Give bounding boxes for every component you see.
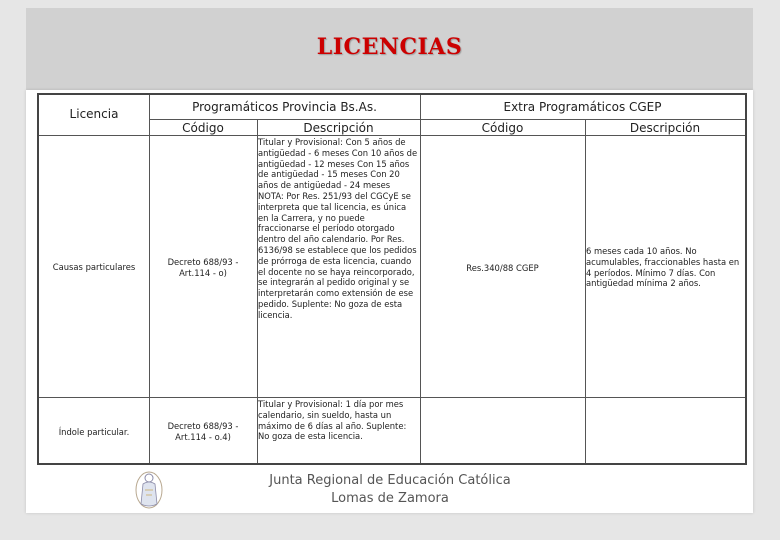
title-band (26, 8, 753, 90)
footer-line1: Junta Regional de Educación Católica (269, 473, 511, 488)
row2-descripcion-prov: Titular y Provisional: 1 día por mes calendario, sin sueldo, hasta un máximo de 6 días al año. Suplente: No goza de esta licencia. (258, 399, 407, 442)
header-codigo-prov: Código (182, 121, 224, 135)
row2-codigo-prov: Decreto 688/93 - Art.114 - o.4) (167, 421, 239, 442)
header-codigo-cgep: Código (481, 121, 524, 135)
header-descripcion-cgep: Descripción (629, 121, 701, 135)
licencias-table (37, 93, 747, 465)
row1-descripcion-prov: Titular y Provisional: Con 5 años de antigüedad - 6 meses Con 10 años de antigüedad - 12 meses Con 15 años de antigüedad - 15 meses Con 20 años de antigüedad - 24 meses NOTA: Por Res. 251/93 del CGCyE se interpreta que tal licencia, es única en la Carrera, y no puede fraccionarse el período otorgado dentro del año calendario. Por Res. 6136/98 se establece que los pedidos de prórroga de esta licencia, cuando el docente no se haya reincorporado, se integrarán al pedido original y se interpretarán como extensión de ese pedido. Suplente: No goza de esta licencia. (258, 137, 418, 320)
row-divider (39, 397, 745, 398)
row1-codigo-cgep: Res.340/88 CGEP (466, 263, 539, 273)
row1-codigo-prov: Decreto 688/93 - Art.114 - o) (167, 257, 239, 278)
header-group-prov: Programáticos Provincia Bs.As. (192, 100, 377, 114)
row1-descripcion-cgep: 6 meses cada 10 años. No acumulables, fraccionables hasta en 4 períodos. Mínimo 7 días. Con antigüedad mínima 2 años. (586, 246, 740, 289)
col-divider (149, 95, 150, 463)
page-title: LICENCIAS (316, 34, 463, 60)
footer-line2: Lomas de Zamora (331, 491, 449, 506)
row-divider (149, 119, 745, 120)
header-licencia: Licencia (69, 107, 119, 121)
header-group-cgep: Extra Programáticos CGEP (503, 100, 662, 114)
virgin-logo-icon (133, 468, 165, 510)
footer (230, 472, 550, 508)
col-divider (420, 95, 421, 463)
col-divider (585, 119, 586, 463)
header-descripcion-prov: Descripción (303, 121, 374, 135)
row1-licencia: Causas particulares (52, 262, 136, 272)
row-divider (39, 135, 745, 136)
row2-licencia: Índole particular. (58, 427, 130, 437)
